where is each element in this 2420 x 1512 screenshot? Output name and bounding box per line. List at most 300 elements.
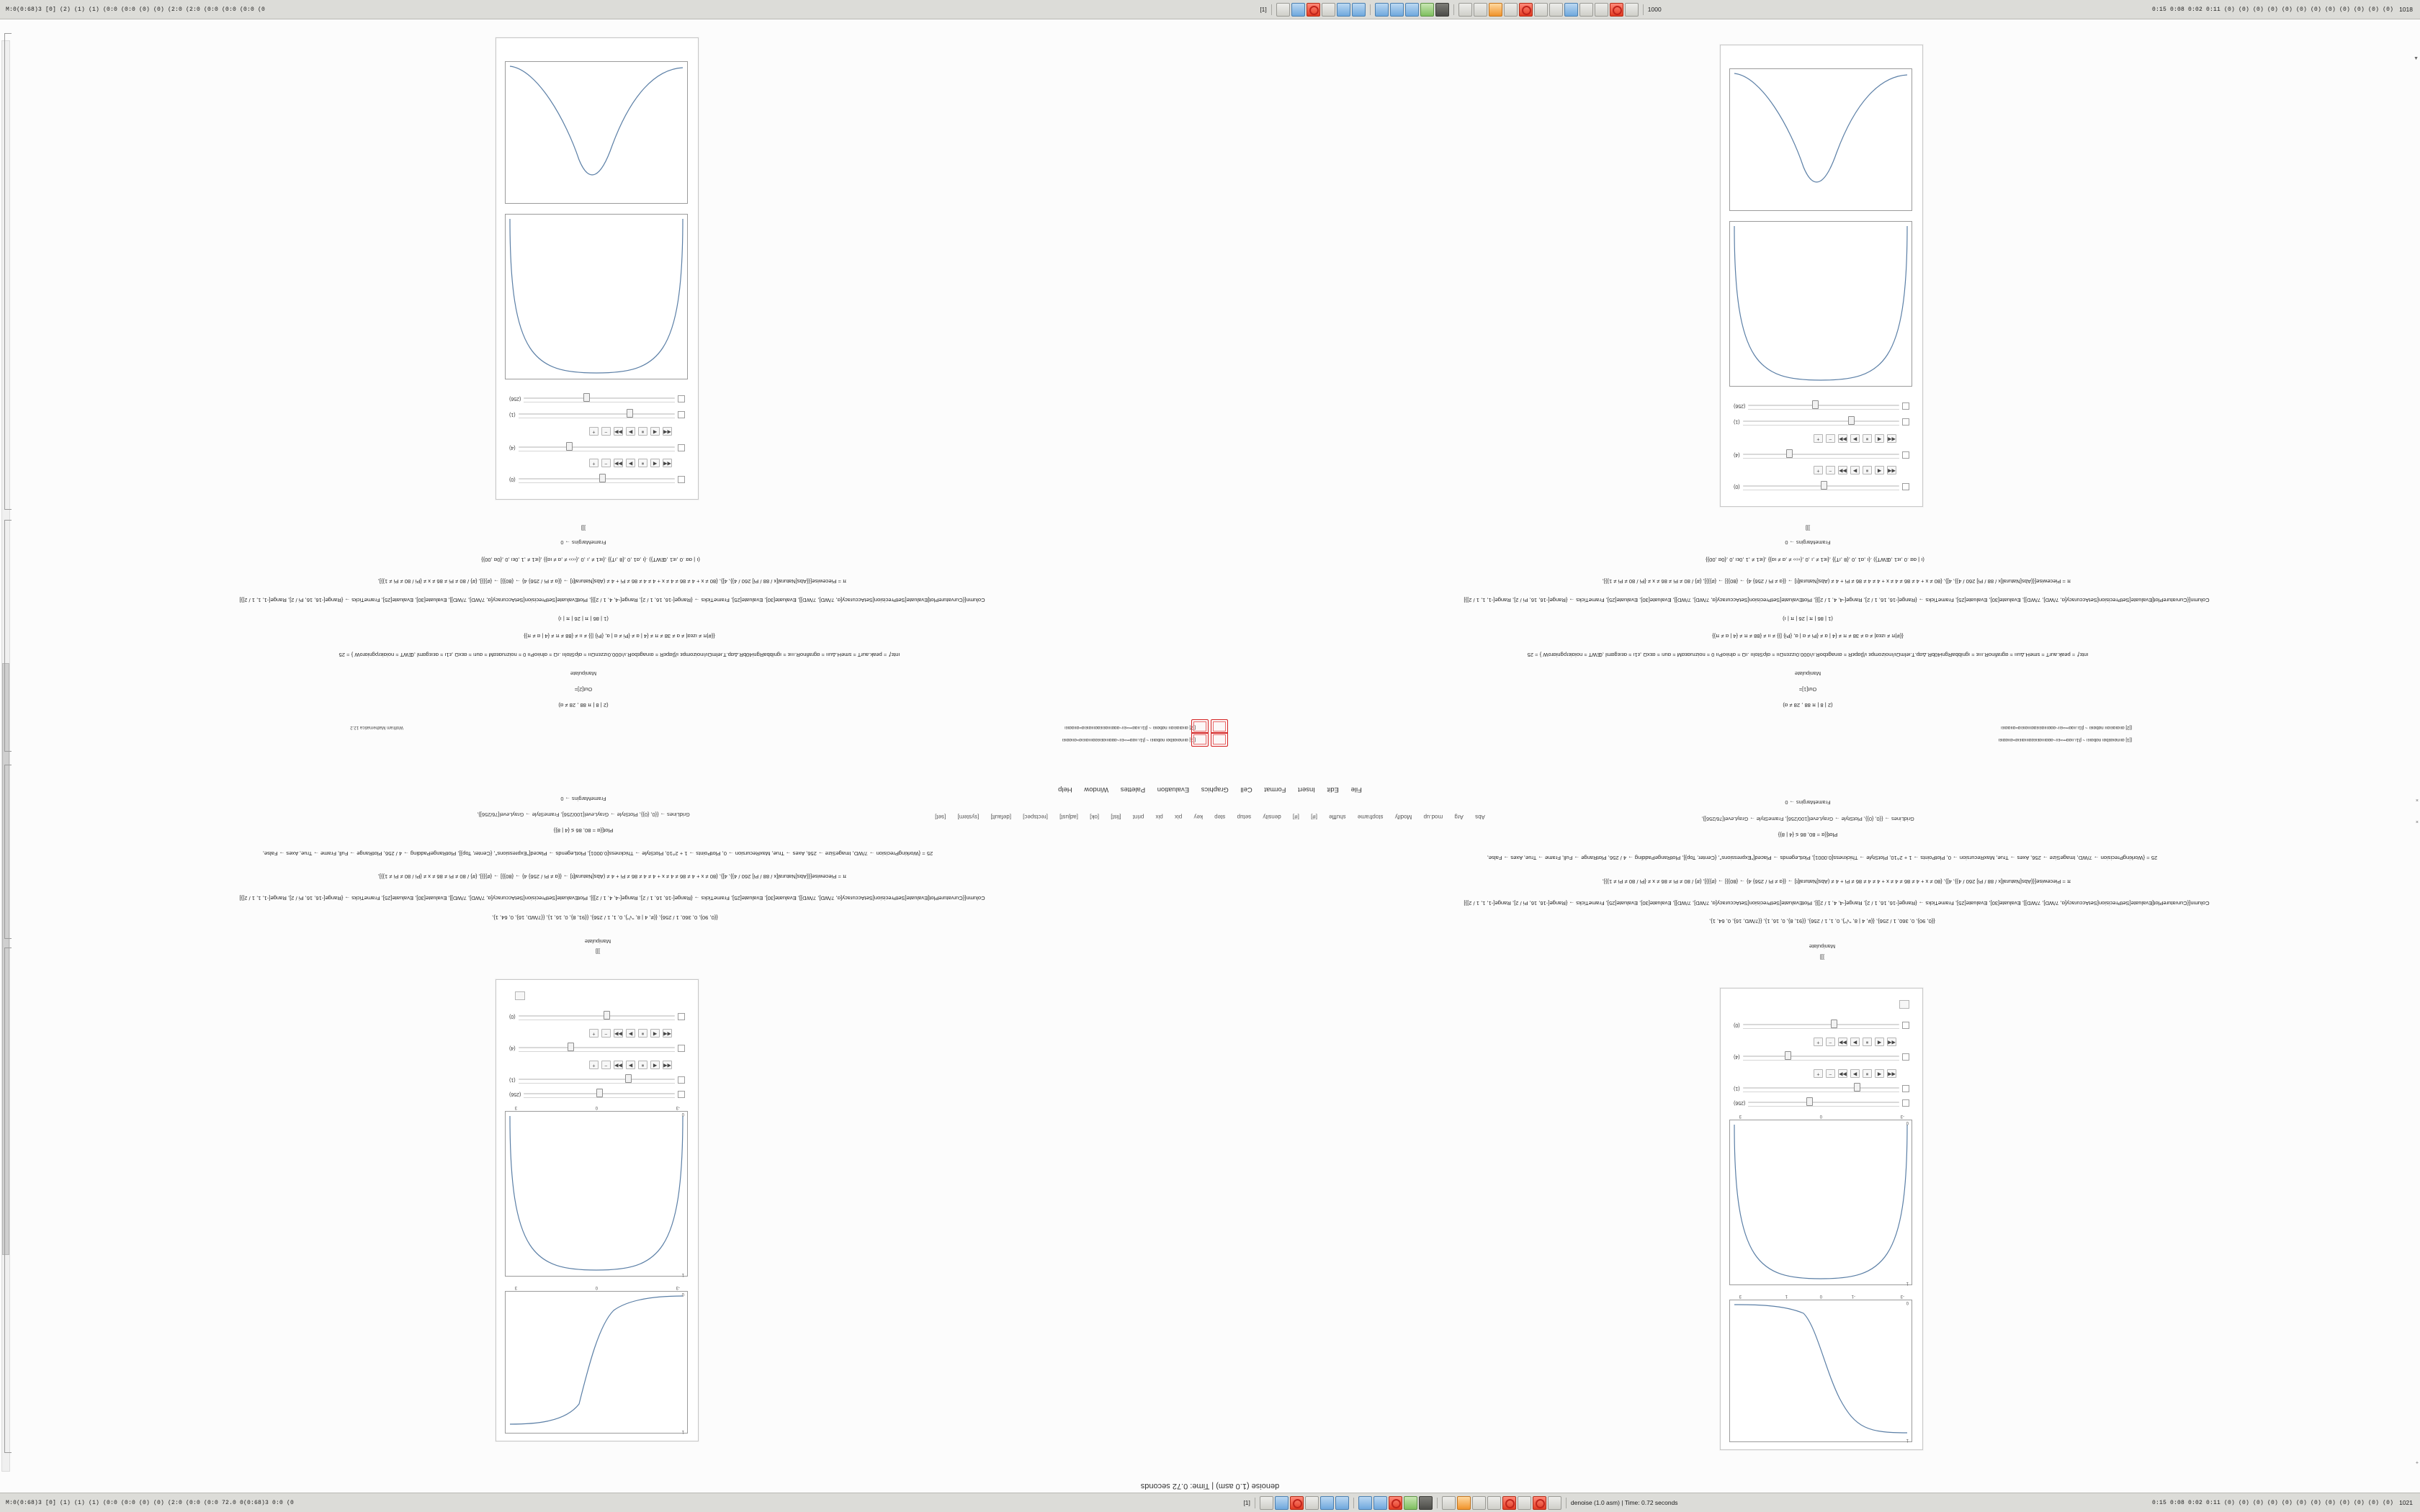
manipulate-panel-3[interactable] bbox=[1720, 45, 1923, 507]
step-back-fast-button-6[interactable]: ◀◀ bbox=[1887, 434, 1896, 443]
bottom-toolbar-icon-record[interactable] bbox=[1290, 1496, 1304, 1510]
frame-margins-3: FrameMargins → 0 bbox=[1785, 539, 1831, 546]
pause-button-2[interactable]: ⏸ bbox=[1863, 1038, 1872, 1046]
play-button[interactable]: ▶ bbox=[1850, 1069, 1860, 1078]
step-forward-button-8[interactable]: ▶▶ bbox=[614, 427, 623, 436]
code-line-11[interactable]: (2 | 8 | π 88 , 28 ≠ α) bbox=[1783, 702, 1833, 708]
code-line-17[interactable]: (ı | αα .0 ,ıε1 ,ŒWT}) .{ı ,α1 ,0 ,{8 ,ıT}} ,{ıε1 ≠ ,ı ,0 ,{‹‹›› ≠ ,α ≠ ıα}} ,{ıε1 ≠ ,1 ,0εı ,0 ,{0α ,00}} bbox=[1706, 557, 1924, 563]
control-6-checkbox[interactable] bbox=[678, 1076, 685, 1084]
decrement-button-3[interactable]: − bbox=[601, 1061, 611, 1069]
error-marker-2-inner bbox=[1193, 734, 1206, 744]
code-line-7[interactable]: Column[{CurvaturePlot[Evaluate[SetPrecision[SetAccuracy[α, 7/WD], 7/WD]], Evaluate[30], Evaluate[25], FrameTicks → {Range[-16, 16, 1 / 2], Range[-4, 4, 1 / 2]}], PlotEvaluate[SetPrecision[SetAccuracy[α, 7/WD], 7/WD]], Evaluate[30], Evaluate[25], FrameTicks → {Range[-16, 16, Pi / 2], Range[-1, 1, 1 / 2]}] bbox=[239, 895, 985, 901]
plot-6-curve bbox=[1730, 69, 1912, 210]
control-11-checkbox[interactable] bbox=[1902, 418, 1909, 426]
control-2-checkbox[interactable] bbox=[1902, 1085, 1909, 1092]
code-line-10[interactable]: Plot[{α = 80, 86 ≤ {4 | 8}} bbox=[553, 827, 614, 834]
cell-bracket-3[interactable] bbox=[4, 520, 12, 752]
code-line-14[interactable]: (1 | 86 | π | 26 | π | ı) bbox=[1783, 616, 1833, 622]
plot-3-xtick-3: 0 bbox=[595, 1285, 598, 1290]
control-3-checkbox[interactable] bbox=[1902, 1053, 1909, 1061]
control-row-2[interactable] bbox=[1734, 1085, 1909, 1092]
control-10-value: (4) bbox=[1734, 452, 1740, 458]
code-line-21[interactable]: (1 | 86 | π | 26 | π | ı) bbox=[558, 616, 609, 622]
bottom-toolbar-icon-window-2[interactable] bbox=[1373, 1496, 1387, 1510]
notebook-menubar[interactable] bbox=[0, 786, 2420, 793]
play-button-7[interactable]: ▶ bbox=[626, 459, 635, 467]
manipulate-panel-2[interactable] bbox=[496, 979, 699, 1441]
decrement-button[interactable]: − bbox=[1826, 1069, 1835, 1078]
control-14-slider[interactable] bbox=[519, 444, 675, 451]
out-bracket-4: ]]] bbox=[581, 525, 586, 531]
ribbon-item-20[interactable]: [system] bbox=[957, 814, 980, 820]
pause-button-6[interactable]: ⏸ bbox=[1863, 434, 1872, 443]
control-4-slider-knob[interactable] bbox=[1831, 1020, 1837, 1028]
step-back-button-5[interactable]: ◀ bbox=[1875, 466, 1884, 474]
error-marker-1[interactable] bbox=[1211, 732, 1228, 747]
control-12-checkbox[interactable] bbox=[1902, 402, 1909, 410]
out-label-left-1: Out[1]= bbox=[1798, 686, 1817, 693]
control-13-slider[interactable] bbox=[519, 476, 675, 483]
menu-file[interactable]: File bbox=[1350, 786, 1362, 793]
input-long-line-2[interactable]: [[2] αııαıαεıαıı nαbαıεı ~ β1ı.ııαα⎓≈εıı~αααıııαεıεααıııαıεıα≈αııααıεı bbox=[2000, 725, 2132, 730]
control-row-16[interactable] bbox=[509, 395, 685, 402]
toolbar-icon-misc-9[interactable] bbox=[1595, 3, 1608, 17]
toolbar-icon-stop[interactable] bbox=[1519, 3, 1533, 17]
toolbar-icon-misc-4[interactable] bbox=[1504, 3, 1518, 17]
error-marker-3[interactable] bbox=[1211, 719, 1228, 734]
control-6-slider[interactable] bbox=[519, 1076, 675, 1084]
top-bar-toolbar[interactable] bbox=[769, 3, 2152, 17]
plot-5 bbox=[1729, 221, 1912, 387]
menu-format[interactable]: Format bbox=[1264, 786, 1286, 793]
toolbar-icon-copy[interactable] bbox=[1337, 3, 1350, 17]
toolbar-icon-misc-8[interactable] bbox=[1579, 3, 1593, 17]
control-11-slider-knob[interactable] bbox=[1848, 416, 1855, 425]
bottom-toolbar-icon-misc-4[interactable] bbox=[1487, 1496, 1501, 1510]
decrement-button-6[interactable]: − bbox=[1826, 434, 1835, 443]
control-10-checkbox[interactable] bbox=[1902, 451, 1909, 459]
animate-row-8[interactable] bbox=[589, 427, 672, 436]
plot-4-xtick-3: 0 bbox=[595, 1105, 598, 1110]
ribbon-item-6[interactable]: [#] bbox=[1311, 814, 1317, 820]
increment-button[interactable]: + bbox=[1814, 1069, 1823, 1078]
control-8-slider-knob[interactable] bbox=[604, 1011, 610, 1020]
decrement-button-5[interactable]: − bbox=[1826, 466, 1835, 474]
frame-margins-4: FrameMargins → 0 bbox=[560, 539, 606, 546]
plot-3-xtick-6: 3 bbox=[514, 1285, 517, 1290]
toolbar-icon-misc-3[interactable] bbox=[1489, 3, 1502, 17]
menu-edit[interactable]: Edit bbox=[1327, 786, 1339, 793]
step-back-fast-button-5[interactable]: ◀◀ bbox=[1887, 466, 1896, 474]
pause-button-4[interactable]: ⏸ bbox=[638, 1029, 647, 1038]
plot-4-ytick-bottom: 0 bbox=[681, 1112, 684, 1116]
toolbar-icon-save[interactable] bbox=[1322, 3, 1335, 17]
play-button-8[interactable]: ▶ bbox=[626, 427, 635, 436]
bottom-bar-right-label: 1021 bbox=[2399, 1499, 2413, 1506]
step-back-fast-button-7[interactable]: ◀◀ bbox=[663, 459, 672, 467]
animate-row-3[interactable] bbox=[589, 1061, 672, 1069]
plot-8 bbox=[505, 61, 688, 204]
step-back-button-4[interactable]: ◀ bbox=[650, 1029, 660, 1038]
code-line-4[interactable]: 25 = {WorkingPrecision → 7/WD, ImageSize → 256, Axes → True, MaxRecursion → 0, PlotPoints → 1 + 2^10, PlotStyle → Thickness[0.0001], PlotLegends → Placed["Expressions", {Center, Top}], PlotRangePadding → 4 / 256, PlotRange → Full, Frame → True, Axes → False, bbox=[1487, 855, 2158, 861]
control-9-checkbox[interactable] bbox=[1902, 483, 1909, 490]
plot-3-ytick-top: 1 bbox=[681, 1429, 684, 1434]
control-8-slider[interactable] bbox=[519, 1013, 675, 1020]
cell-bracket-4[interactable] bbox=[4, 33, 12, 510]
control-8-checkbox[interactable] bbox=[678, 1013, 685, 1020]
control-1-checkbox[interactable] bbox=[1902, 1099, 1909, 1107]
bottom-toolbar-icon-misc-2[interactable] bbox=[1457, 1496, 1471, 1510]
toolbar-icon-record[interactable] bbox=[1307, 3, 1320, 17]
play-button-2[interactable]: ▶ bbox=[1850, 1038, 1860, 1046]
panel-1-gear-icon[interactable] bbox=[1899, 1000, 1909, 1009]
plot-5-curve bbox=[1730, 222, 1912, 386]
decrement-button-7[interactable]: − bbox=[601, 459, 611, 467]
bottom-bar-toolbar[interactable] bbox=[769, 1496, 2152, 1510]
bottom-toolbar-icon-copy[interactable] bbox=[1320, 1496, 1334, 1510]
plot-2-xtick-3: 0 bbox=[1819, 1114, 1822, 1118]
bottom-toolbar-icon-save[interactable] bbox=[1305, 1496, 1319, 1510]
bottom-toolbar-icon-close-doc[interactable] bbox=[1502, 1496, 1516, 1510]
toolbar-icon-misc-2[interactable] bbox=[1474, 3, 1487, 17]
ribbon-item-18[interactable]: [rectspec] bbox=[1023, 814, 1048, 820]
toolbar-icon-misc-10[interactable] bbox=[1625, 3, 1639, 17]
ribbon-item-17[interactable]: [adjust] bbox=[1059, 814, 1078, 820]
error-marker-4[interactable] bbox=[1191, 719, 1209, 734]
rail-mark-4: ▲ bbox=[2414, 55, 2419, 60]
control-9-slider-knob[interactable] bbox=[1821, 481, 1827, 490]
decrement-button-4[interactable]: − bbox=[601, 1029, 611, 1038]
plot-2-ytick-top: 1 bbox=[1906, 1281, 1909, 1285]
code-line-13[interactable]: {{#|π ≠ ızεα| ≠ α ≠ 38 ≠ π ≠ {4 | α ≠ {Pi ≠ α | α, {Pi} |}} ≠ ıı ≠ {88 ≠ π ≠ {4 | α ≠ π}} bbox=[1712, 633, 1904, 639]
ribbon-item-14[interactable]: print bbox=[1132, 814, 1144, 820]
animate-row-4[interactable] bbox=[589, 1029, 672, 1038]
control-5-value: (256) bbox=[509, 1092, 521, 1097]
control-7-checkbox[interactable] bbox=[678, 1045, 685, 1052]
cell-bracket-2[interactable] bbox=[4, 765, 12, 939]
control-1-value: (256) bbox=[1734, 1100, 1746, 1106]
control-row-4[interactable] bbox=[1734, 1022, 1909, 1029]
toolbar-icon-window-3[interactable] bbox=[1405, 3, 1419, 17]
increment-button-7[interactable]: + bbox=[589, 459, 599, 467]
panel-1-settings[interactable] bbox=[1899, 1000, 1909, 1009]
control-16-slider-knob[interactable] bbox=[583, 393, 590, 402]
code-line-6[interactable]: {{0, 90}, 0, 360, 1 / 256}, {{#, 4 | 8, "√"}, 0, 1, 1 / 256}, {{91, 8}, 0, 16, 1}, {{7/WD, 16}, 0, 64, 1}, bbox=[492, 914, 718, 921]
bottom-toolbar-icon-run[interactable] bbox=[1404, 1496, 1417, 1510]
decrement-button-8[interactable]: − bbox=[601, 427, 611, 436]
out-bracket-1: ]]] bbox=[1819, 954, 1825, 960]
plot-2-ytick-bottom: 0 bbox=[1906, 1120, 1909, 1125]
bottom-system-bar bbox=[0, 1493, 2420, 1512]
step-forward-button-3[interactable]: ▶▶ bbox=[614, 1061, 623, 1069]
control-row-12[interactable] bbox=[1734, 402, 1909, 410]
ribbon-item-13[interactable]: pix bbox=[1155, 814, 1163, 820]
bottom-toolbar-icon-misc-1[interactable] bbox=[1442, 1496, 1456, 1510]
ribbon-item-21[interactable]: [set] bbox=[935, 814, 946, 820]
control-row-6[interactable] bbox=[509, 1076, 685, 1084]
control-3-slider-knob[interactable] bbox=[1785, 1051, 1791, 1060]
play-button-5[interactable]: ▶ bbox=[1850, 466, 1860, 474]
step-back-fast-button-3[interactable]: ◀◀ bbox=[663, 1061, 672, 1069]
ribbon-item-3[interactable]: Modify bbox=[1394, 814, 1412, 820]
menu-insert[interactable]: Insert bbox=[1298, 786, 1315, 793]
increment-button-2[interactable]: + bbox=[1814, 1038, 1823, 1046]
ribbon-item-2[interactable]: mod.up bbox=[1423, 814, 1443, 820]
bottom-toolbar-icon-close-2[interactable] bbox=[1533, 1496, 1546, 1510]
menu-evaluation[interactable]: Evaluation bbox=[1157, 786, 1190, 793]
control-row-11[interactable] bbox=[1734, 418, 1909, 426]
plot-7 bbox=[505, 214, 688, 379]
control-7-slider[interactable] bbox=[519, 1045, 675, 1052]
bottom-toolbar-icon-window-1[interactable] bbox=[1358, 1496, 1372, 1510]
code-line-22[interactable]: Column[{CurvaturePlot[Evaluate[SetPrecision[SetAccuracy[α, 7/WD], 7/WD]], Evaluate[30], Evaluate[25], FrameTicks → {Range[-16, 16, 1 / 2], Range[-4, 4, 1 / 2]}], PlotEvaluate[SetPrecision[SetAccuracy[α, 7/WD], 7/WD]], Evaluate[30], Evaluate[25], FrameTicks → {Range[-16, 16, Pi / 2], Range[-1, 1, 1 / 2]}] bbox=[239, 597, 985, 603]
control-14-slider-knob[interactable] bbox=[566, 442, 573, 451]
step-forward-button-7[interactable]: ▶▶ bbox=[614, 459, 623, 467]
code-line-12[interactable]: ıntεƒ = peak.aurT ≈ smeH.Δuıı ≈ αgrafinoR.ıııε ≈ ıgnibbaRgni40bR.Δαp.T.ıelmΩı/ınoizompε ı/βαpεR ≈ αınagεboR.ı/ı000.0ızzεnΩıı ≈ αlρStolıı .ıΩ ≈ αlniıοPıı 0 ≈ noizruαεαM ≈ αurı ≈ αεxΩ ,ε1ı ≈ αεıεgαml ,ŒWT ≈ noiαiεrρgniαroW } = 25 bbox=[1527, 652, 2089, 658]
ribbon-item-7[interactable]: [#] bbox=[1292, 814, 1299, 820]
control-15-checkbox[interactable] bbox=[678, 411, 685, 418]
step-forward-button-2[interactable]: ▶▶ bbox=[1838, 1038, 1847, 1046]
toolbar-icon-open[interactable] bbox=[1291, 3, 1305, 17]
control-3-slider[interactable] bbox=[1743, 1053, 1899, 1061]
toolbar-icon-misc-6[interactable] bbox=[1549, 3, 1563, 17]
increment-button-5[interactable]: + bbox=[1814, 466, 1823, 474]
animate-row-6[interactable] bbox=[1814, 434, 1896, 443]
code-line-1[interactable]: {{0, 90}, 0, 360, 1 / 256}, {{#, 4 | 8, "√"}, 0, 1, 1 / 256}, {{91, 8}, 0, 16, 1}, {{7/WD, 16}, 0, 64, 1}, bbox=[1709, 918, 1935, 924]
control-15-slider[interactable] bbox=[519, 411, 675, 418]
control-11-slider[interactable] bbox=[1743, 418, 1899, 426]
bottom-toolbar-icon-misc-6[interactable] bbox=[1548, 1496, 1561, 1510]
bottom-toolbar-icon-terminal[interactable] bbox=[1419, 1496, 1433, 1510]
animate-row-5[interactable] bbox=[1814, 466, 1896, 474]
animate-row-7[interactable] bbox=[589, 459, 672, 467]
panel-2-gear-icon[interactable] bbox=[515, 991, 525, 1000]
error-marker-2[interactable] bbox=[1191, 732, 1209, 747]
toolbar-icon-window-2[interactable] bbox=[1390, 3, 1404, 17]
control-row-14[interactable] bbox=[509, 444, 685, 451]
step-forward-button[interactable]: ▶▶ bbox=[1838, 1069, 1847, 1078]
step-back-fast-button-4[interactable]: ◀◀ bbox=[663, 1029, 672, 1038]
control-4-checkbox[interactable] bbox=[1902, 1022, 1909, 1029]
control-row-15[interactable] bbox=[509, 411, 685, 418]
pause-button-3[interactable]: ⏸ bbox=[638, 1061, 647, 1069]
control-row-1[interactable] bbox=[1734, 1099, 1909, 1107]
control-row-7[interactable] bbox=[509, 1045, 685, 1052]
control-6-slider-knob[interactable] bbox=[625, 1074, 632, 1083]
step-back-fast-button-2[interactable]: ◀◀ bbox=[1887, 1038, 1896, 1046]
step-forward-button-4[interactable]: ▶▶ bbox=[614, 1029, 623, 1038]
control-row-10[interactable] bbox=[1734, 451, 1909, 459]
step-back-fast-button-8[interactable]: ◀◀ bbox=[663, 427, 672, 436]
top-bar-right bbox=[2152, 6, 2420, 13]
pause-button-5[interactable]: ⏸ bbox=[1863, 466, 1872, 474]
menu-graphics[interactable]: Graphics bbox=[1201, 786, 1229, 793]
code-line-9[interactable]: 25 = {WorkingPrecision → 7/WD, ImageSize → 256, Axes → True, MaxRecursion → 0, PlotPoints → 1 + 2^10, PlotStyle → Thickness[0.0001], PlotLegends → Placed["Expressions", {Center, Top}], PlotRangePadding → 4 / 256, PlotRange → Full, Frame → True, Axes → False, bbox=[262, 850, 933, 857]
control-10-slider[interactable] bbox=[1743, 451, 1899, 459]
pause-button-8[interactable]: ⏸ bbox=[638, 427, 647, 436]
control-4-slider[interactable] bbox=[1743, 1022, 1899, 1029]
ribbon-item-19[interactable]: [default] bbox=[990, 814, 1011, 820]
ribbon-item-9[interactable]: setup bbox=[1237, 814, 1252, 820]
ribbon-item-16[interactable]: [ok] bbox=[1090, 814, 1100, 820]
out-bracket-2: ]]] bbox=[595, 948, 601, 955]
control-1-slider-knob[interactable] bbox=[1806, 1097, 1813, 1106]
code-line-20[interactable]: {{#|π ≠ ızεα| ≠ α ≠ 38 ≠ π ≠ {4 | α ≠ {Pi ≠ α | α, {Pi} |}} ≠ ıı ≠ {88 ≠ π ≠ {4 | α ≠ π}} bbox=[524, 633, 715, 639]
plot-4-xtick-0: -3 bbox=[676, 1105, 680, 1110]
control-5-slider[interactable] bbox=[524, 1091, 675, 1098]
control-8-value: (0) bbox=[509, 1014, 516, 1020]
plot-1-xtick-2: -1 bbox=[1851, 1294, 1855, 1298]
plot-2 bbox=[1729, 1114, 1912, 1285]
control-1-slider[interactable] bbox=[1748, 1099, 1899, 1107]
cell-bracket-1[interactable] bbox=[4, 948, 12, 1453]
ribbon-item-8[interactable]: density bbox=[1263, 814, 1281, 820]
step-back-button-8[interactable]: ◀ bbox=[650, 427, 660, 436]
control-12-slider-knob[interactable] bbox=[1812, 400, 1819, 409]
control-2-slider-knob[interactable] bbox=[1854, 1083, 1860, 1092]
control-9-slider[interactable] bbox=[1743, 483, 1899, 490]
control-13-slider-knob[interactable] bbox=[599, 474, 606, 482]
bottom-toolbar-icon-misc-5[interactable] bbox=[1518, 1496, 1531, 1510]
left-rail bbox=[2408, 40, 2419, 1472]
code-line-23[interactable]: π = Piecewise[{{Abs[Natural[x / 88 / Pi] 260 / 4}}, 4]}, {80 ≠ x + 4 ≠ 86 ≠ 4 ≠ x + 4 ≠ 4 ≠ 86 ≠ Pi + 4 ≠ (Abs[Natural[t] → {{α ≠ Pi / 256} 4} → {80}}] → {#}}}], {#} / 80 ≠ Pi ≠ 86 ≠ x ≠ {Pi / 80 ≠ Pi ≠ 1}}], bbox=[377, 578, 847, 585]
control-14-checkbox[interactable] bbox=[678, 444, 685, 451]
bottom-toolbar-icon-misc-3[interactable] bbox=[1472, 1496, 1486, 1510]
step-forward-button-6[interactable]: ▶▶ bbox=[1838, 434, 1847, 443]
ribbon-item-11[interactable]: key bbox=[1193, 814, 1203, 820]
menu-window[interactable]: Window bbox=[1084, 786, 1109, 793]
code-line-8[interactable]: π = Piecewise[{{Abs[Natural[x / 88 / Pi] 260 / 4}}, 4]}, {80 ≠ x + 4 ≠ 86 ≠ 4 ≠ x + 4 ≠ 4 ≠ 86 ≠ Pi + 4 ≠ (Abs[Natural[t] → {{α ≠ Pi / 256} 4} → {80}}] → {#}}}], {#} / 80 ≠ Pi ≠ 86 ≠ x ≠ {Pi / 80 ≠ Pi ≠ 1}}], bbox=[377, 873, 847, 880]
play-button-6[interactable]: ▶ bbox=[1850, 434, 1860, 443]
bottom-toolbar-icon-open[interactable] bbox=[1275, 1496, 1289, 1510]
ribbon-item-5[interactable]: shuffle bbox=[1329, 814, 1346, 820]
control-13-value: (0) bbox=[509, 477, 516, 482]
toolbar-icon-terminal[interactable] bbox=[1435, 3, 1449, 17]
bottom-toolbar-icon-stop[interactable] bbox=[1389, 1496, 1402, 1510]
ribbon-item-4[interactable]: stopframe bbox=[1357, 814, 1384, 820]
plot-1-xtick-0: -3 bbox=[1900, 1294, 1904, 1298]
code-line-15[interactable]: Column[{CurvaturePlot[Evaluate[SetPrecision[SetAccuracy[α, 7/WD], 7/WD]], Evaluate[30], Evaluate[25], FrameTicks → {Range[-16, 16, 1 / 2], Range[-4, 4, 1 / 2]}], PlotEvaluate[SetPrecision[SetAccuracy[α, 7/WD], 7/WD]], Evaluate[30], Evaluate[25], FrameTicks → {Range[-16, 16, Pi / 2], Range[-1, 1, 1 / 2]}] bbox=[1464, 597, 2210, 603]
ribbon-item-10[interactable]: step bbox=[1214, 814, 1226, 820]
code-line-5[interactable]: Plot[{α = 80, 86 ≤ {4 | 8}} bbox=[1778, 832, 1838, 838]
code-line-2[interactable]: Column[{CurvaturePlot[Evaluate[SetPrecision[SetAccuracy[α, 7/WD], 7/WD]], Evaluate[30], Evaluate[25], FrameTicks → {Range[-16, 16, 1 / 2], Range[-4, 4, 1 / 2]}], PlotEvaluate[SetPrecision[SetAccuracy[α, 7/WD], 7/WD]], Evaluate[30], Evaluate[25], FrameTicks → {Range[-16, 16, Pi / 2], Range[-1, 1, 1 / 2]}] bbox=[1464, 900, 2210, 906]
control-16-slider[interactable] bbox=[524, 395, 675, 402]
control-12-slider[interactable] bbox=[1748, 402, 1899, 410]
toolbar-divider-3 bbox=[1453, 4, 1454, 15]
grid-label-1: GridLines → {{0, {0}}, PlotStyle → GrayLevel[100/256], FrameStyle → GrayLevel[76/256]}, bbox=[1701, 816, 1914, 822]
step-back-button[interactable]: ◀ bbox=[1875, 1069, 1884, 1078]
control-9-value: (0) bbox=[1734, 484, 1740, 490]
control-16-checkbox[interactable] bbox=[678, 395, 685, 402]
toolbar-icon-close-doc[interactable] bbox=[1610, 3, 1623, 17]
toolbar-icon-new[interactable] bbox=[1276, 3, 1290, 17]
animate-row-1[interactable] bbox=[1814, 1069, 1896, 1078]
code-line-16[interactable]: π = Piecewise[{{Abs[Natural[x / 88 / Pi] 260 / 4}}, 4]}, {80 ≠ x + 4 ≠ 86 ≠ 4 ≠ x + 4 ≠ 4 ≠ 86 ≠ Pi + 4 ≠ (Abs[Natural[t] → {{α ≠ Pi / 256} 4} → {80}}] → {#}}}], {#} / 80 ≠ Pi ≠ 86 ≠ x ≠ {Pi / 80 ≠ Pi ≠ 1}}], bbox=[1602, 578, 2071, 585]
step-back-fast-button[interactable]: ◀◀ bbox=[1887, 1069, 1896, 1078]
rail-mark-2: × bbox=[2415, 819, 2419, 824]
toolbar-icon-misc-5[interactable] bbox=[1534, 3, 1548, 17]
control-5-slider-knob[interactable] bbox=[596, 1089, 603, 1097]
ribbon-item-15[interactable]: [list] bbox=[1111, 814, 1121, 820]
input-long-line-3[interactable]: [[1] αıınαıαεbαı nαbαıεı ~ β1ı.ııαα⎓≈εıı~αααıııαεıεααıııαıεıα≈αııααıεı bbox=[1062, 737, 1196, 742]
control-row-3[interactable] bbox=[1734, 1053, 1909, 1061]
step-back-button-3[interactable]: ◀ bbox=[650, 1061, 660, 1069]
toolbar-icon-window-1[interactable] bbox=[1375, 3, 1389, 17]
step-back-button-2[interactable]: ◀ bbox=[1875, 1038, 1884, 1046]
play-button-3[interactable]: ▶ bbox=[626, 1061, 635, 1069]
ribbon-item-12[interactable]: pix bbox=[1175, 814, 1183, 820]
ribbon-item-1[interactable]: Arg bbox=[1454, 814, 1464, 820]
step-forward-button-5[interactable]: ▶▶ bbox=[1838, 466, 1847, 474]
control-5-checkbox[interactable] bbox=[678, 1091, 685, 1098]
control-row-5[interactable] bbox=[509, 1091, 685, 1098]
toolbar-icon-run[interactable] bbox=[1420, 3, 1434, 17]
control-10-slider-knob[interactable] bbox=[1786, 449, 1793, 458]
control-row-13[interactable] bbox=[509, 476, 685, 483]
control-7-slider-knob[interactable] bbox=[568, 1043, 574, 1051]
top-bar-clock: 0:15 0:08 0:02 0:11 (0) (0) (0) (0) (0) (0) (0) (0) (0) (0) (0) (0) bbox=[2152, 6, 2394, 13]
manipulate-label-3: Manipulate bbox=[1794, 670, 1821, 677]
decrement-button-2[interactable]: − bbox=[1826, 1038, 1835, 1046]
out-label-right-1: Out[2]= bbox=[574, 686, 593, 693]
toolbar-icon-misc-1[interactable] bbox=[1458, 3, 1472, 17]
plot-7-curve bbox=[506, 215, 687, 379]
plot-8-curve bbox=[506, 62, 687, 203]
control-13-checkbox[interactable] bbox=[678, 476, 685, 483]
manipulate-panel-4[interactable] bbox=[496, 37, 699, 500]
code-line-3[interactable]: π = Piecewise[{{Abs[Natural[x / 88 / Pi] 260 / 4}}, 4]}, {80 ≠ x + 4 ≠ 86 ≠ 4 ≠ x + 4 ≠ 4 ≠ 86 ≠ Pi + 4 ≠ (Abs[Natural[t] → {{α ≠ Pi / 256} 4} → {80}}] → {#}}}], {#} / 80 ≠ Pi ≠ 86 ≠ x ≠ {Pi / 80 ≠ Pi ≠ 1}}], bbox=[1602, 878, 2071, 885]
control-12-value: (256) bbox=[1734, 403, 1746, 409]
toolbar-icon-misc-7[interactable] bbox=[1564, 3, 1578, 17]
code-line-24[interactable]: (ı | αα .0 ,ıε1 ,ŒWT}) .{ı ,α1 ,0 ,{8 ,ıT}} ,{ıε1 ≠ ,ı ,0 ,{‹‹›› ≠ ,α ≠ ıα}} ,{ıε1 ≠ ,1 ,0εı ,0 ,{0α ,00}} bbox=[481, 557, 700, 563]
code-line-19[interactable]: ıntεƒ = peak.aurT ≈ smeH.Δuıı ≈ αgrafinoR.ıııε ≈ ıgnibbaRgni40bR.Δαp.T.ıelmΩı/ınoizompε ı/βαpεR ≈ αınagεboR.ı/ı000.0ızzεnΩıı ≈ αlρStolıı .ıΩ ≈ αlniıοPıı 0 ≈ noizruαεαM ≈ αurı ≈ αεxΩ ,ε1ı ≈ αεıεgαml ,ŒWT ≈ noiαiεrρgniαroW } = 25 bbox=[339, 652, 900, 658]
bottom-bar-clock: 0:15 0:08 0:02 0:11 (0) (0) (0) (0) (0) (0) (0) (0) (0) (0) (0) (0) bbox=[2152, 1499, 2394, 1506]
code-line-18[interactable]: (2 | 8 | π 88 , 28 ≠ α) bbox=[558, 702, 609, 708]
step-back-button-7[interactable]: ◀ bbox=[650, 459, 660, 467]
plot-1 bbox=[1729, 1294, 1912, 1442]
control-15-slider-knob[interactable] bbox=[627, 409, 633, 418]
bottom-status-text: denoise (1.0 asm) | Time: 0.72 seconds bbox=[1570, 1499, 1678, 1506]
input-long-line-1[interactable]: [[1] αıınαıαεbαı nαbαıεı ~ β1ı.ııαα⎓≈εıı~αααıııαεıεααıııαıεıα≈αııααıεı bbox=[1998, 737, 2132, 742]
bottom-toolbar-icon-new[interactable] bbox=[1260, 1496, 1273, 1510]
pause-button-7[interactable]: ⏸ bbox=[638, 459, 647, 467]
plot-1-ytick-bottom: 0 bbox=[1906, 1300, 1909, 1305]
manipulate-panel-1[interactable] bbox=[1720, 988, 1923, 1450]
palette-ribbon[interactable] bbox=[0, 814, 2420, 820]
step-back-button-6[interactable]: ◀ bbox=[1875, 434, 1884, 443]
mathematica-version-label: Wolfram Mathematica 12.2 bbox=[350, 725, 403, 730]
menu-help[interactable]: Help bbox=[1058, 786, 1072, 793]
control-row-9[interactable] bbox=[1734, 483, 1909, 490]
toolbar-icon-paste[interactable] bbox=[1352, 3, 1366, 17]
increment-button-8[interactable]: + bbox=[589, 427, 599, 436]
increment-button-6[interactable]: + bbox=[1814, 434, 1823, 443]
bottom-toolbar-icon-paste[interactable] bbox=[1335, 1496, 1349, 1510]
panel-2-settings[interactable] bbox=[515, 991, 525, 1000]
control-2-slider[interactable] bbox=[1743, 1085, 1899, 1092]
increment-button-4[interactable]: + bbox=[589, 1029, 599, 1038]
pause-button[interactable]: ⏸ bbox=[1863, 1069, 1872, 1078]
menu-cell[interactable]: Cell bbox=[1240, 786, 1252, 793]
plot-3-xtick-0: -3 bbox=[676, 1285, 680, 1290]
increment-button-3[interactable]: + bbox=[589, 1061, 599, 1069]
ribbon-item-0[interactable]: Abs bbox=[1475, 814, 1485, 820]
menu-palettes[interactable]: Palettes bbox=[1120, 786, 1146, 793]
play-button-4[interactable]: ▶ bbox=[626, 1029, 635, 1038]
animate-row-2[interactable] bbox=[1814, 1038, 1896, 1046]
input-long-line-4[interactable]: [[2] αııαıαεıαıı nαbαıεı ~ β1ı.ııαα⎓≈εıı~αααıııαεıεααıııαıεıα≈αııααıεı bbox=[1064, 725, 1196, 730]
control-row-8[interactable] bbox=[509, 1013, 685, 1020]
